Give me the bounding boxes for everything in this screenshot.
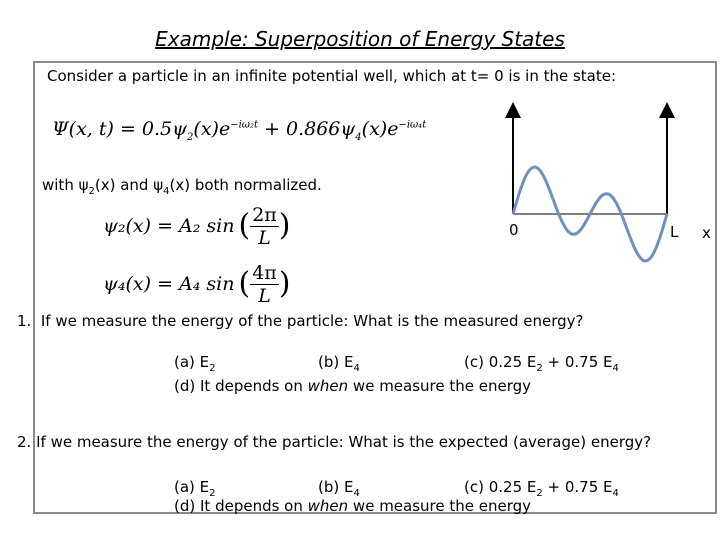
psi4-lhs: ψ₄(x) = A₄ sin [103,273,235,295]
wavefunction-term2-exp: −iω₄t [398,119,427,131]
q2-option-c [464,478,619,499]
well-right-label: L [670,223,679,241]
question-1-number: 1. [17,312,32,330]
psi2-denominator: L [258,226,271,249]
question-2-number: 2. [17,433,32,451]
normalized-text-a: with ψ [42,176,89,194]
q2-option-a-text: (a) E [174,478,210,496]
q2-option-d-text1: (d) It depends on [174,497,308,515]
question-1 [17,312,583,330]
well-origin-label: 0 [509,221,519,239]
q2-option-a-sub: 2 [209,488,216,499]
q1-option-d-emphasis: when [307,377,349,395]
psi4-numerator: 4π [252,261,277,284]
q1-option-d-text2: we measure the energy [348,377,532,395]
q1-option-c [464,353,619,374]
q1-option-a-sub: 2 [209,363,216,374]
wavefunction-term1-exp-base: (x)e [193,118,231,140]
psi4-fraction [250,262,279,307]
q2-option-c-text2: + 0.75 E [542,478,613,496]
q1-option-d-text1: (d) It depends on [174,377,308,395]
intro-text: Consider a particle in an infinite potential well, which at t= 0 is in the state: [47,67,617,85]
q2-option-b-text: (b) E [318,478,354,496]
question-2 [17,433,651,451]
question-1-text: If we measure the energy of the particle: What is the measured energy? [40,312,584,330]
q2-option-c-text1: (c) 0.25 E [464,478,537,496]
wavefunction-term2-sub: 4 [355,131,362,143]
q1-option-b-sub: 4 [353,363,360,374]
q1-option-c-text1: (c) 0.25 E [464,353,537,371]
q1-option-b-text: (b) E [318,353,354,371]
wavefunction-term1-exp: −iω₂t [230,119,258,131]
q1-option-c-sub2: 4 [612,363,619,374]
wavefunction-term1-sub: 2 [187,131,194,143]
wavefunction-equation [52,118,426,143]
q1-option-a-text: (a) E [174,353,210,371]
well-axis-label: x [702,224,711,242]
infinite-well-diagram [490,100,720,280]
psi2-definition: ψ₂(x) = A₂ sin ( $\frac{2\pi}{L}$ ) [103,203,291,249]
wavefunction-term2: 0.866ψ [285,118,356,140]
question-2-text: If we measure the energy of the particle: What is the expected (average) energy? [36,433,652,451]
q2-option-d-text2: we measure the energy [348,497,532,515]
q2-option-c-sub2: 4 [612,488,619,499]
wavefunction-term1: 0.5ψ [141,118,188,140]
q1-option-a [174,353,216,374]
q2-option-a [174,478,216,499]
normalized-note [42,176,322,197]
q2-option-d [174,497,531,515]
normalized-sub-a: 2 [88,186,95,197]
q1-option-c-text2: + 0.75 E [542,353,613,371]
q2-option-b [318,478,360,499]
psi4-denominator: L [258,284,271,307]
normalized-text-b: (x) and ψ [94,176,164,194]
psi4-definition: ψ₄(x) = A₄ sin ( $\frac{4\pi}{L}$ ) [103,261,291,307]
q2-option-b-sub: 4 [353,488,360,499]
q2-option-c-sub1: 2 [536,488,543,499]
wavefunction-term2-exp-base: (x)e [361,118,399,140]
slide-title: Example: Superposition of Energy States [155,27,565,51]
q1-option-b [318,353,360,374]
psi2-fraction [250,204,279,249]
psi2-lhs: ψ₂(x) = A₂ sin [103,215,235,237]
wavefunction-lhs: Ψ(x, t) = [52,118,142,140]
wavefunction-plus: + [257,118,286,140]
q1-option-c-sub1: 2 [536,363,543,374]
normalized-text-c: (x) both normalized. [169,176,322,194]
q2-option-d-emphasis: when [307,497,349,515]
psi2-numerator: 2π [252,203,277,226]
q1-option-d [174,377,531,395]
normalized-sub-b: 4 [163,186,170,197]
